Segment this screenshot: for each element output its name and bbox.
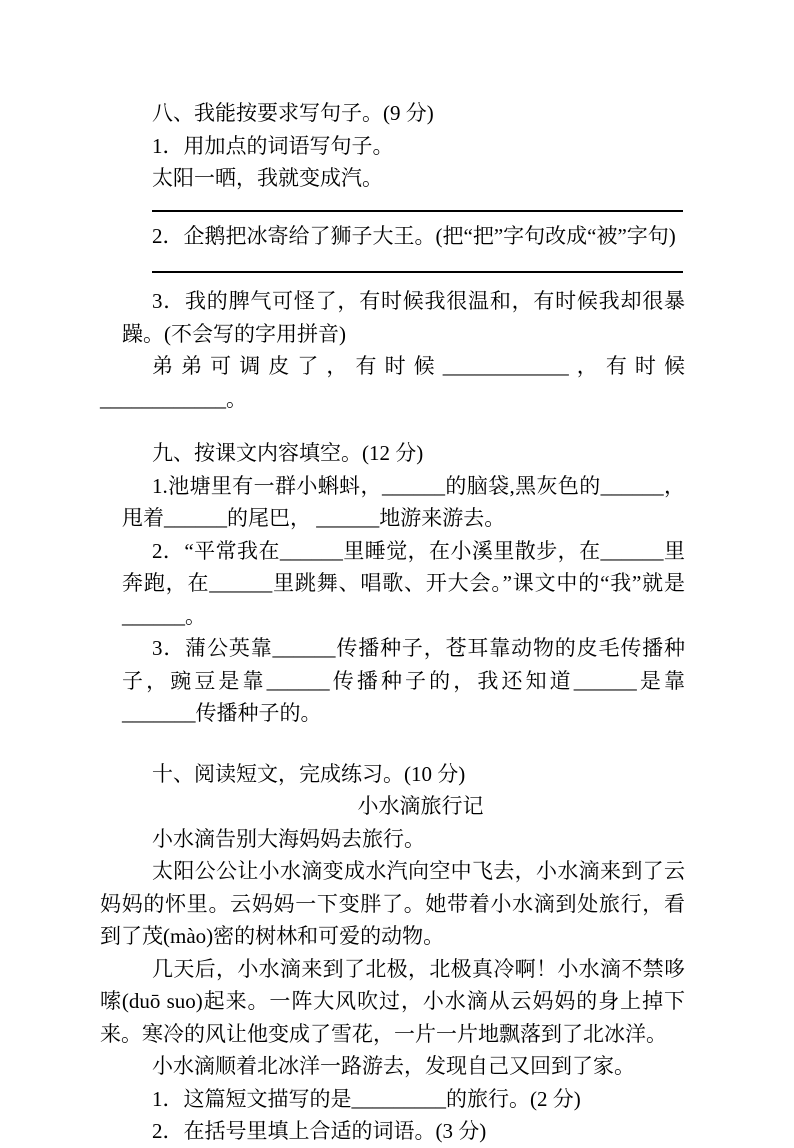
section-8-item-3-answer-line: 弟弟可调皮了，有时候____________，有时候____________。 (100, 354, 685, 411)
passage-title: 小水滴旅行记 (357, 794, 484, 818)
passage-paragraph: 小水滴告别大海妈妈去旅行。 (152, 826, 425, 851)
section-9-item-3: 3．蒲公英靠______传播种子，苍耳靠动物的皮毛传播种子，豌豆是靠______传播种子的，我还知道______是靠_______传播种子的。 (122, 636, 685, 725)
passage-paragraph: 几天后，小水滴来到了北极，北极真冷啊！小水滴不禁哆嗦(duō suo)起来。一阵大风吹过，小水滴从云妈妈的身上掉下来。寒冷的风让他变成了雪花，一片一片地飘落到了北冰洋。 (100, 956, 685, 1046)
section-8-item-3-prompt: 3．我的脾气可怪了，有时候我很温和，有时候我却很暴躁。(不会写的字用拼音) (122, 289, 685, 346)
section-8-item-2-prompt: 2．企鹅把冰寄给了狮子大王。(把“把”字句改成“被”字句) (152, 223, 676, 248)
section-9-item-1: 1.池塘里有一群小蝌蚪，______的脑袋,黑灰色的______，甩着______的尾巴， ______地游来游去。 (122, 473, 685, 530)
section-8-item-1-sentence: 太阳一晒，我就变成汽。 (152, 166, 383, 190)
section-10-question-1: 1．这篇短文描写的是_________的旅行。(2 分) (152, 1086, 581, 1111)
answer-rule-line (152, 195, 683, 212)
section-8-heading: 八、我能按要求写句子。(9 分) (152, 101, 434, 125)
section-9-item-2: 2．“平常我在______里睡觉，在小溪里散步，在______里奔跑，在______里跳舞、唱歌、开大会。”课文中的“我”就是______。 (122, 538, 685, 628)
answer-rule-line (152, 252, 683, 273)
passage-paragraph: 太阳公公让小水滴变成水汽向空中飞去，小水滴来到了云妈妈的怀里。云妈妈一下变胖了。她带着小水滴到处旅行，看到了茂(mào)密的树林和可爱的动物。 (100, 859, 685, 948)
section-8-item-1-prompt: 1．用加点的词语写句子。 (152, 133, 394, 158)
section-9-heading: 九、按课文内容填空。(12 分) (152, 441, 424, 465)
section-10-question-2: 2．在括号里填上合适的词语。(3 分) (152, 1119, 487, 1143)
passage-paragraph: 小水滴顺着北冰洋一路游去，发现自己又回到了家。 (152, 1054, 635, 1078)
section-10-heading: 十、阅读短文，完成练习。(10 分) (152, 761, 466, 786)
